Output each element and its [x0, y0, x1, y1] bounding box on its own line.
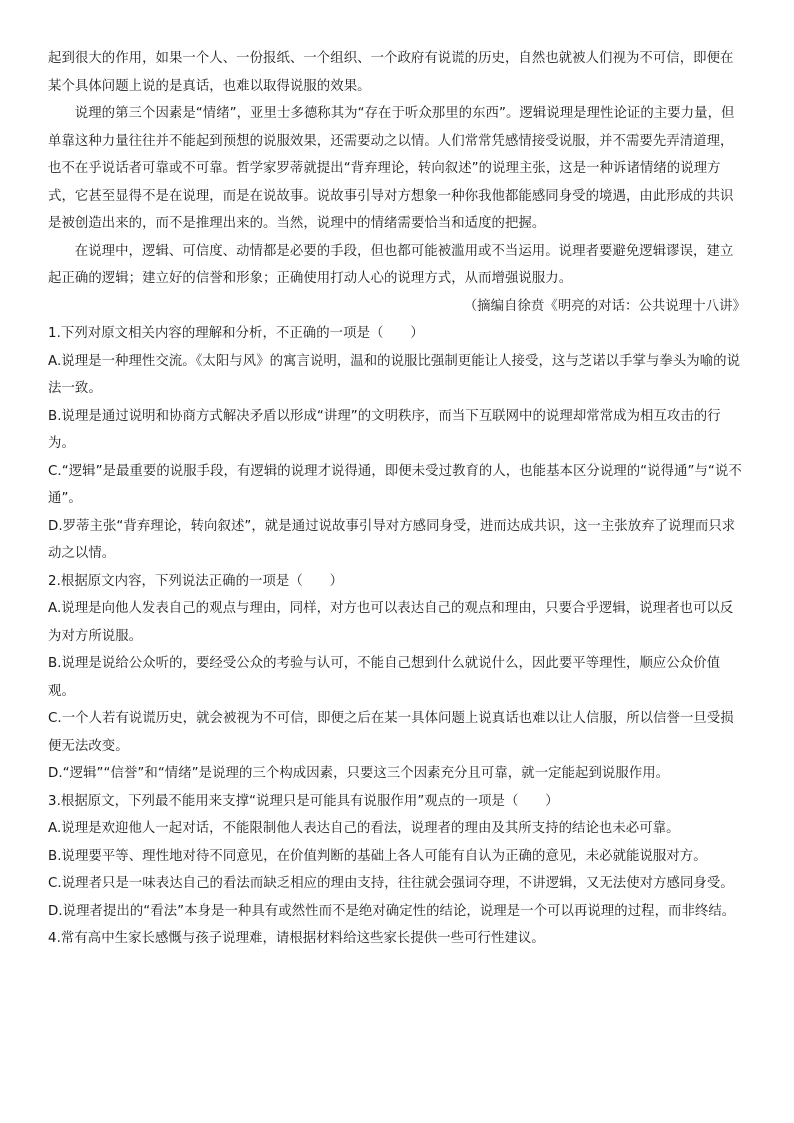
- question-3: [48, 788, 746, 926]
- question-option: C.一个人若有说谎历史，就会被视为不可信，即便之后在某一具体问题上说真话也难以让人信服，所以信誉一旦受损便无法改变。: [48, 711, 734, 754]
- question-option: A.说理是欢迎他人一起对话，不能限制他人表达自己的看法，说理者的理由及其所支持的结论也未必可靠。: [48, 821, 680, 836]
- question-4: [48, 925, 746, 953]
- question-option: D.罗蒂主张“背弃理论，转向叙述”，就是通过说故事引导对方感同身受，进而达成共识，这一主张放弃了说理而只求动之以情。: [48, 518, 736, 561]
- question-list: [48, 320, 746, 953]
- question-title: 1.下列对原文相关内容的理解和分析，不正确的一项是（ ）: [48, 326, 424, 341]
- question-option: D.说理者提出的“看法”本身是一种具有或然性而不是绝对确定性的结论，说理是一个可以再说理的过程，而非终结。: [48, 903, 736, 919]
- question-option: A.说理是向他人发表自己的观点与理由，同样，对方也可以表达自己的观点和理由，只要合乎逻辑，说理者也可以反为对方所说服。: [48, 601, 734, 644]
- article-passage: [48, 45, 746, 293]
- question-2: [48, 568, 746, 788]
- question-option: B.说理是通过说明和协商方式解决矛盾以形成“讲理”的文明秩序，而当下互联网中的说理却常常成为相互攻击的行为。: [48, 408, 721, 451]
- question-title: 4.常有高中生家长感慨与孩子说理难，请根据材料给这些家长提供一些可行性建议。: [48, 931, 545, 946]
- question-1: [48, 320, 746, 568]
- question-option: D.“逻辑”“信誉”和“情绪”是说理的三个构成因素，只要这三个因素充分且可靠，就一定能起到说服作用。: [48, 766, 670, 781]
- question-option: B.说理是说给公众听的，要经受公众的考验与认可，不能自己想到什么就说什么，因此要平等理性，顺应公众价值观。: [48, 656, 721, 699]
- question-option: B.说理要平等、理性地对待不同意见，在价值判断的基础上各人可能有自认为正确的意见，未必就能说服对方。: [48, 848, 707, 864]
- article-paragraph: 在说理中，逻辑、可信度、动情都是必要的手段，但也都可能被滥用或不当运用。说理者要避免逻辑谬误，建立起正确的逻辑；建立好的信誉和形象；正确使用打动人心的说理方式，从而增强说服力。: [48, 243, 734, 286]
- question-option: A.说理是一种理性交流。《太阳与风》的寓言说明，温和的说服比强制更能让人接受，这与芝诺以手掌与拳头为喻的说法一致。: [48, 353, 741, 396]
- question-title: 2.根据原文内容，下列说法正确的一项是（ ）: [48, 573, 344, 589]
- article-paragraph: 说理的第三个因素是“情绪”，亚里士多德称其为“存在于听众那里的东西”。逻辑说理是理性论证的主要力量，但单靠这种力量往往并不能起到预想的说服效果，还需要动之以情。人们常常凭感情接受说服，并不需要先弄清道理，也不在乎说话者可靠或不可靠。哲学家罗蒂就提出“背弃理论，转向叙述”的说理主张，这是一种诉诸情绪的说理方式，它甚至显得不是在说理，而是在说故事。说故事引导对方想象一种你我他都能感同身受的境遇，由此形成的共识是被创造出来的，而不是推理出来的。当然，说理中的情绪需要恰当和适度的把握。: [48, 106, 735, 231]
- question-option: C.“逻辑”是最重要的说服手段，有逻辑的说理才说得通，即便未受过教育的人，也能基本区分说理的“说得通”与“说不通”。: [48, 463, 742, 506]
- question-option: C.说理者只是一味表达自己的看法而缺乏相应的理由支持，往往就会强词夺理，不讲逻辑，又无法使对方感同身受。: [48, 876, 734, 891]
- article-paragraph: 起到很大的作用，如果一个人、一份报纸、一个组织、一个政府有说谎的历史，自然也就被人们视为不可信，即便在某个具体问题上说的是真话，也难以取得说服的效果。: [48, 51, 734, 94]
- article-source: （摘编自徐贲《明亮的对话：公共说理十八讲》: [463, 298, 746, 314]
- question-title: 3.根据原文，下列最不能用来支撑“说理只是可能具有说服作用”观点的一项是（ ）: [48, 793, 559, 809]
